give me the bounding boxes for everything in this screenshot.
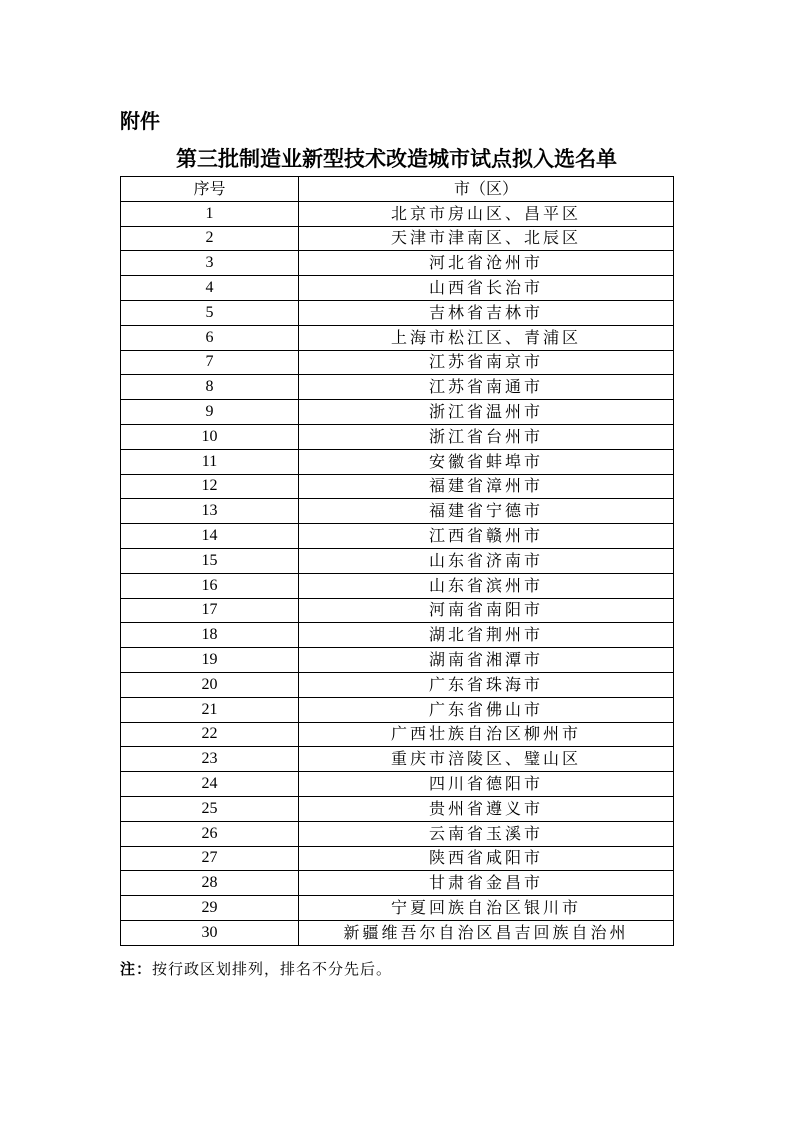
document-title: 第三批制造业新型技术改造城市试点拟入选名单 — [176, 146, 617, 171]
row-city: 四川省德阳市 — [299, 772, 674, 797]
table-row — [121, 548, 674, 573]
table-row — [121, 424, 674, 449]
table-row — [121, 796, 674, 821]
row-number: 21 — [121, 697, 299, 722]
row-city: 山西省长治市 — [299, 276, 674, 301]
row-city: 山东省滨州市 — [299, 573, 674, 598]
row-number: 30 — [121, 920, 299, 945]
table-row — [121, 747, 674, 772]
table-row — [121, 400, 674, 425]
row-city: 江苏省南通市 — [299, 375, 674, 400]
row-number: 13 — [121, 499, 299, 524]
row-number: 16 — [121, 573, 299, 598]
table-row — [121, 449, 674, 474]
city-list-table — [120, 176, 674, 946]
table-row — [121, 896, 674, 921]
row-city: 贵州省遵义市 — [299, 796, 674, 821]
table-row — [121, 672, 674, 697]
table-row — [121, 300, 674, 325]
row-number: 1 — [121, 201, 299, 226]
table-row — [121, 722, 674, 747]
header-number: 序号 — [121, 177, 299, 202]
table-row — [121, 375, 674, 400]
row-number: 5 — [121, 300, 299, 325]
row-city: 广西壮族自治区柳州市 — [299, 722, 674, 747]
row-number: 10 — [121, 424, 299, 449]
table-row — [121, 772, 674, 797]
row-number: 20 — [121, 672, 299, 697]
row-number: 22 — [121, 722, 299, 747]
row-number: 7 — [121, 350, 299, 375]
row-city: 广东省珠海市 — [299, 672, 674, 697]
row-number: 15 — [121, 548, 299, 573]
footnote-label: 注： — [120, 960, 153, 978]
table-row — [121, 226, 674, 251]
table-row — [121, 871, 674, 896]
table-row — [121, 920, 674, 945]
row-city: 陕西省咸阳市 — [299, 846, 674, 871]
row-number: 8 — [121, 375, 299, 400]
table-body — [121, 201, 674, 945]
attachment-label: 附件 — [120, 109, 160, 133]
footnote-text: 按行政区划排列，排名不分先后。 — [152, 960, 393, 978]
row-number: 17 — [121, 598, 299, 623]
table-row — [121, 276, 674, 301]
row-number: 3 — [121, 251, 299, 276]
row-number: 2 — [121, 226, 299, 251]
table-header-row — [121, 177, 674, 202]
row-city: 新疆维吾尔自治区昌吉回族自治州 — [299, 920, 674, 945]
row-number: 6 — [121, 325, 299, 350]
row-city: 河北省沧州市 — [299, 251, 674, 276]
row-number: 28 — [121, 871, 299, 896]
row-number: 14 — [121, 524, 299, 549]
row-number: 11 — [121, 449, 299, 474]
table-row — [121, 598, 674, 623]
table-row — [121, 251, 674, 276]
row-city: 湖北省荆州市 — [299, 623, 674, 648]
table-row — [121, 846, 674, 871]
table-row — [121, 350, 674, 375]
row-city: 重庆市涪陵区、璧山区 — [299, 747, 674, 772]
row-city: 安徽省蚌埠市 — [299, 449, 674, 474]
table-row — [121, 821, 674, 846]
row-city: 云南省玉溪市 — [299, 821, 674, 846]
row-city: 北京市房山区、昌平区 — [299, 201, 674, 226]
row-number: 29 — [121, 896, 299, 921]
table-row — [121, 623, 674, 648]
row-city: 浙江省台州市 — [299, 424, 674, 449]
row-number: 24 — [121, 772, 299, 797]
table-row — [121, 201, 674, 226]
row-city: 山东省济南市 — [299, 548, 674, 573]
row-number: 18 — [121, 623, 299, 648]
row-city: 天津市津南区、北辰区 — [299, 226, 674, 251]
table-row — [121, 697, 674, 722]
row-city: 吉林省吉林市 — [299, 300, 674, 325]
row-number: 12 — [121, 474, 299, 499]
table-row — [121, 499, 674, 524]
table-row — [121, 325, 674, 350]
table-row — [121, 524, 674, 549]
row-number: 27 — [121, 846, 299, 871]
row-city: 浙江省温州市 — [299, 400, 674, 425]
table-row — [121, 573, 674, 598]
row-city: 福建省漳州市 — [299, 474, 674, 499]
row-city: 河南省南阳市 — [299, 598, 674, 623]
row-number: 26 — [121, 821, 299, 846]
footnote — [120, 958, 392, 980]
row-city: 江苏省南京市 — [299, 350, 674, 375]
row-city: 福建省宁德市 — [299, 499, 674, 524]
row-number: 4 — [121, 276, 299, 301]
table-row — [121, 648, 674, 673]
row-number: 25 — [121, 796, 299, 821]
row-city: 上海市松江区、青浦区 — [299, 325, 674, 350]
row-number: 19 — [121, 648, 299, 673]
header-city: 市（区） — [299, 177, 674, 202]
table-row — [121, 474, 674, 499]
row-city: 宁夏回族自治区银川市 — [299, 896, 674, 921]
row-number: 9 — [121, 400, 299, 425]
row-city: 江西省赣州市 — [299, 524, 674, 549]
row-number: 23 — [121, 747, 299, 772]
row-city: 广东省佛山市 — [299, 697, 674, 722]
row-city: 湖南省湘潭市 — [299, 648, 674, 673]
row-city: 甘肃省金昌市 — [299, 871, 674, 896]
